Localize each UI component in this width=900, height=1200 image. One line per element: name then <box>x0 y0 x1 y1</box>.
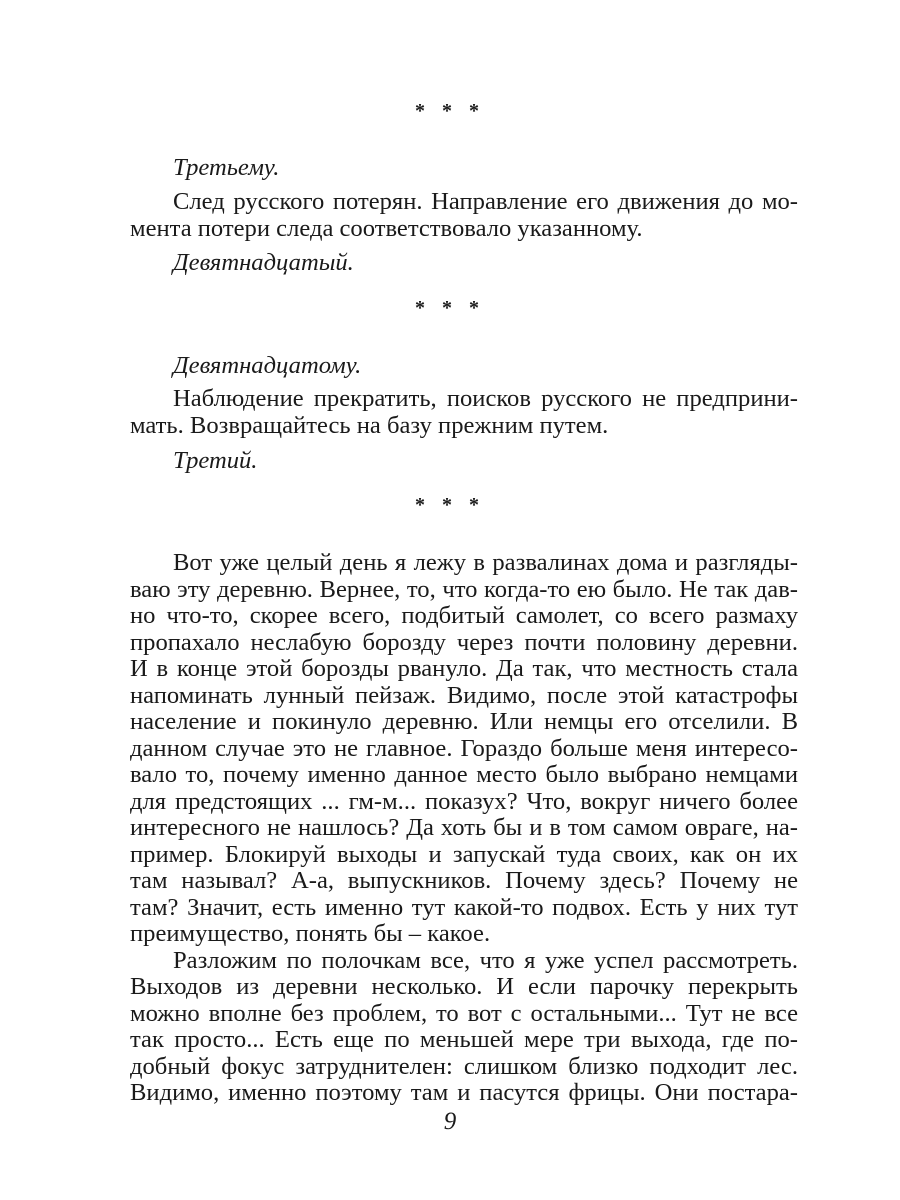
paragraph-line: можно вполне без проблем, то вот с остальными... Тут не все <box>130 999 798 1027</box>
section-separator: * * * <box>415 494 485 516</box>
paragraph-line: так просто... Есть еще по меньшей мере три выхода, где по- <box>130 1026 798 1053</box>
paragraph-line: вало то, почему именно данное место было выбрано немцами <box>130 761 798 788</box>
message-addressee: Третьему. <box>173 154 280 181</box>
message-signature: Девятнадцатый. <box>173 249 354 276</box>
message-addressee: Девятнадцатому. <box>173 352 362 379</box>
page-number: 9 <box>443 1108 457 1135</box>
message-line: Наблюдение прекратить, поисков русского не предприни- <box>173 385 798 412</box>
message-signature: Третий. <box>173 447 258 474</box>
paragraph-line: интересного не нашлось? Да хоть бы и в том самом овраге, на- <box>130 814 798 841</box>
paragraph-line: Вот уже целый день я лежу в развалинах дома и разгляды- <box>173 549 798 576</box>
paragraph-line: там? Значит, есть именно тут какой-то подвох. Есть у них тут <box>130 893 798 921</box>
paragraph-line: Видимо, именно поэтому там и пасутся фрицы. Они постара- <box>130 1079 798 1106</box>
section-separator: * * * <box>415 297 485 319</box>
paragraph-line: И в конце этой борозды рвануло. Да так, что местность стала <box>130 655 798 682</box>
paragraph-line: там называл? А-а, выпускников. Почему здесь? Почему не <box>130 867 798 894</box>
paragraph-line: данном случае это не главное. Гораздо больше меня интересо- <box>130 734 798 762</box>
paragraph-line: для предстоящих ... гм-м... показух? Что, вокруг ничего более <box>130 787 798 815</box>
paragraph-line: добный фокус затруднителен: слишком близко подходит лес. <box>130 1052 798 1080</box>
paragraph-line: преимущество, понять бы – какое. <box>130 920 491 947</box>
paragraph-line: Выходов из деревни несколько. И если парочку перекрыть <box>130 973 798 1000</box>
message-line: След русского потерян. Направление его движения до мо- <box>173 188 798 215</box>
paragraph-line: Разложим по полочкам все, что я уже успел рассмотреть. <box>173 946 798 974</box>
paragraph-line: население и покинуло деревню. Или немцы его отселили. В <box>130 708 798 735</box>
paragraph-line: напоминать лунный пейзаж. Видимо, после этой катастрофы <box>130 681 798 709</box>
message-line: мента потери следа соответствовало указанному. <box>130 215 643 242</box>
paragraph-line: ваю эту деревню. Вернее, то, что когда-то ею было. Не так дав- <box>130 575 798 603</box>
paragraph-line: но что-то, скорее всего, подбитый самолет, со всего размаху <box>130 602 798 629</box>
section-separator: * * * <box>415 100 485 122</box>
message-line: мать. Возвращайтесь на базу прежним путем. <box>130 412 609 439</box>
paragraph-line: пропахало неслабую борозду через почти половину деревни. <box>130 628 798 656</box>
paragraph-line: пример. Блокируй выходы и запускай туда своих, как он их <box>130 840 798 868</box>
